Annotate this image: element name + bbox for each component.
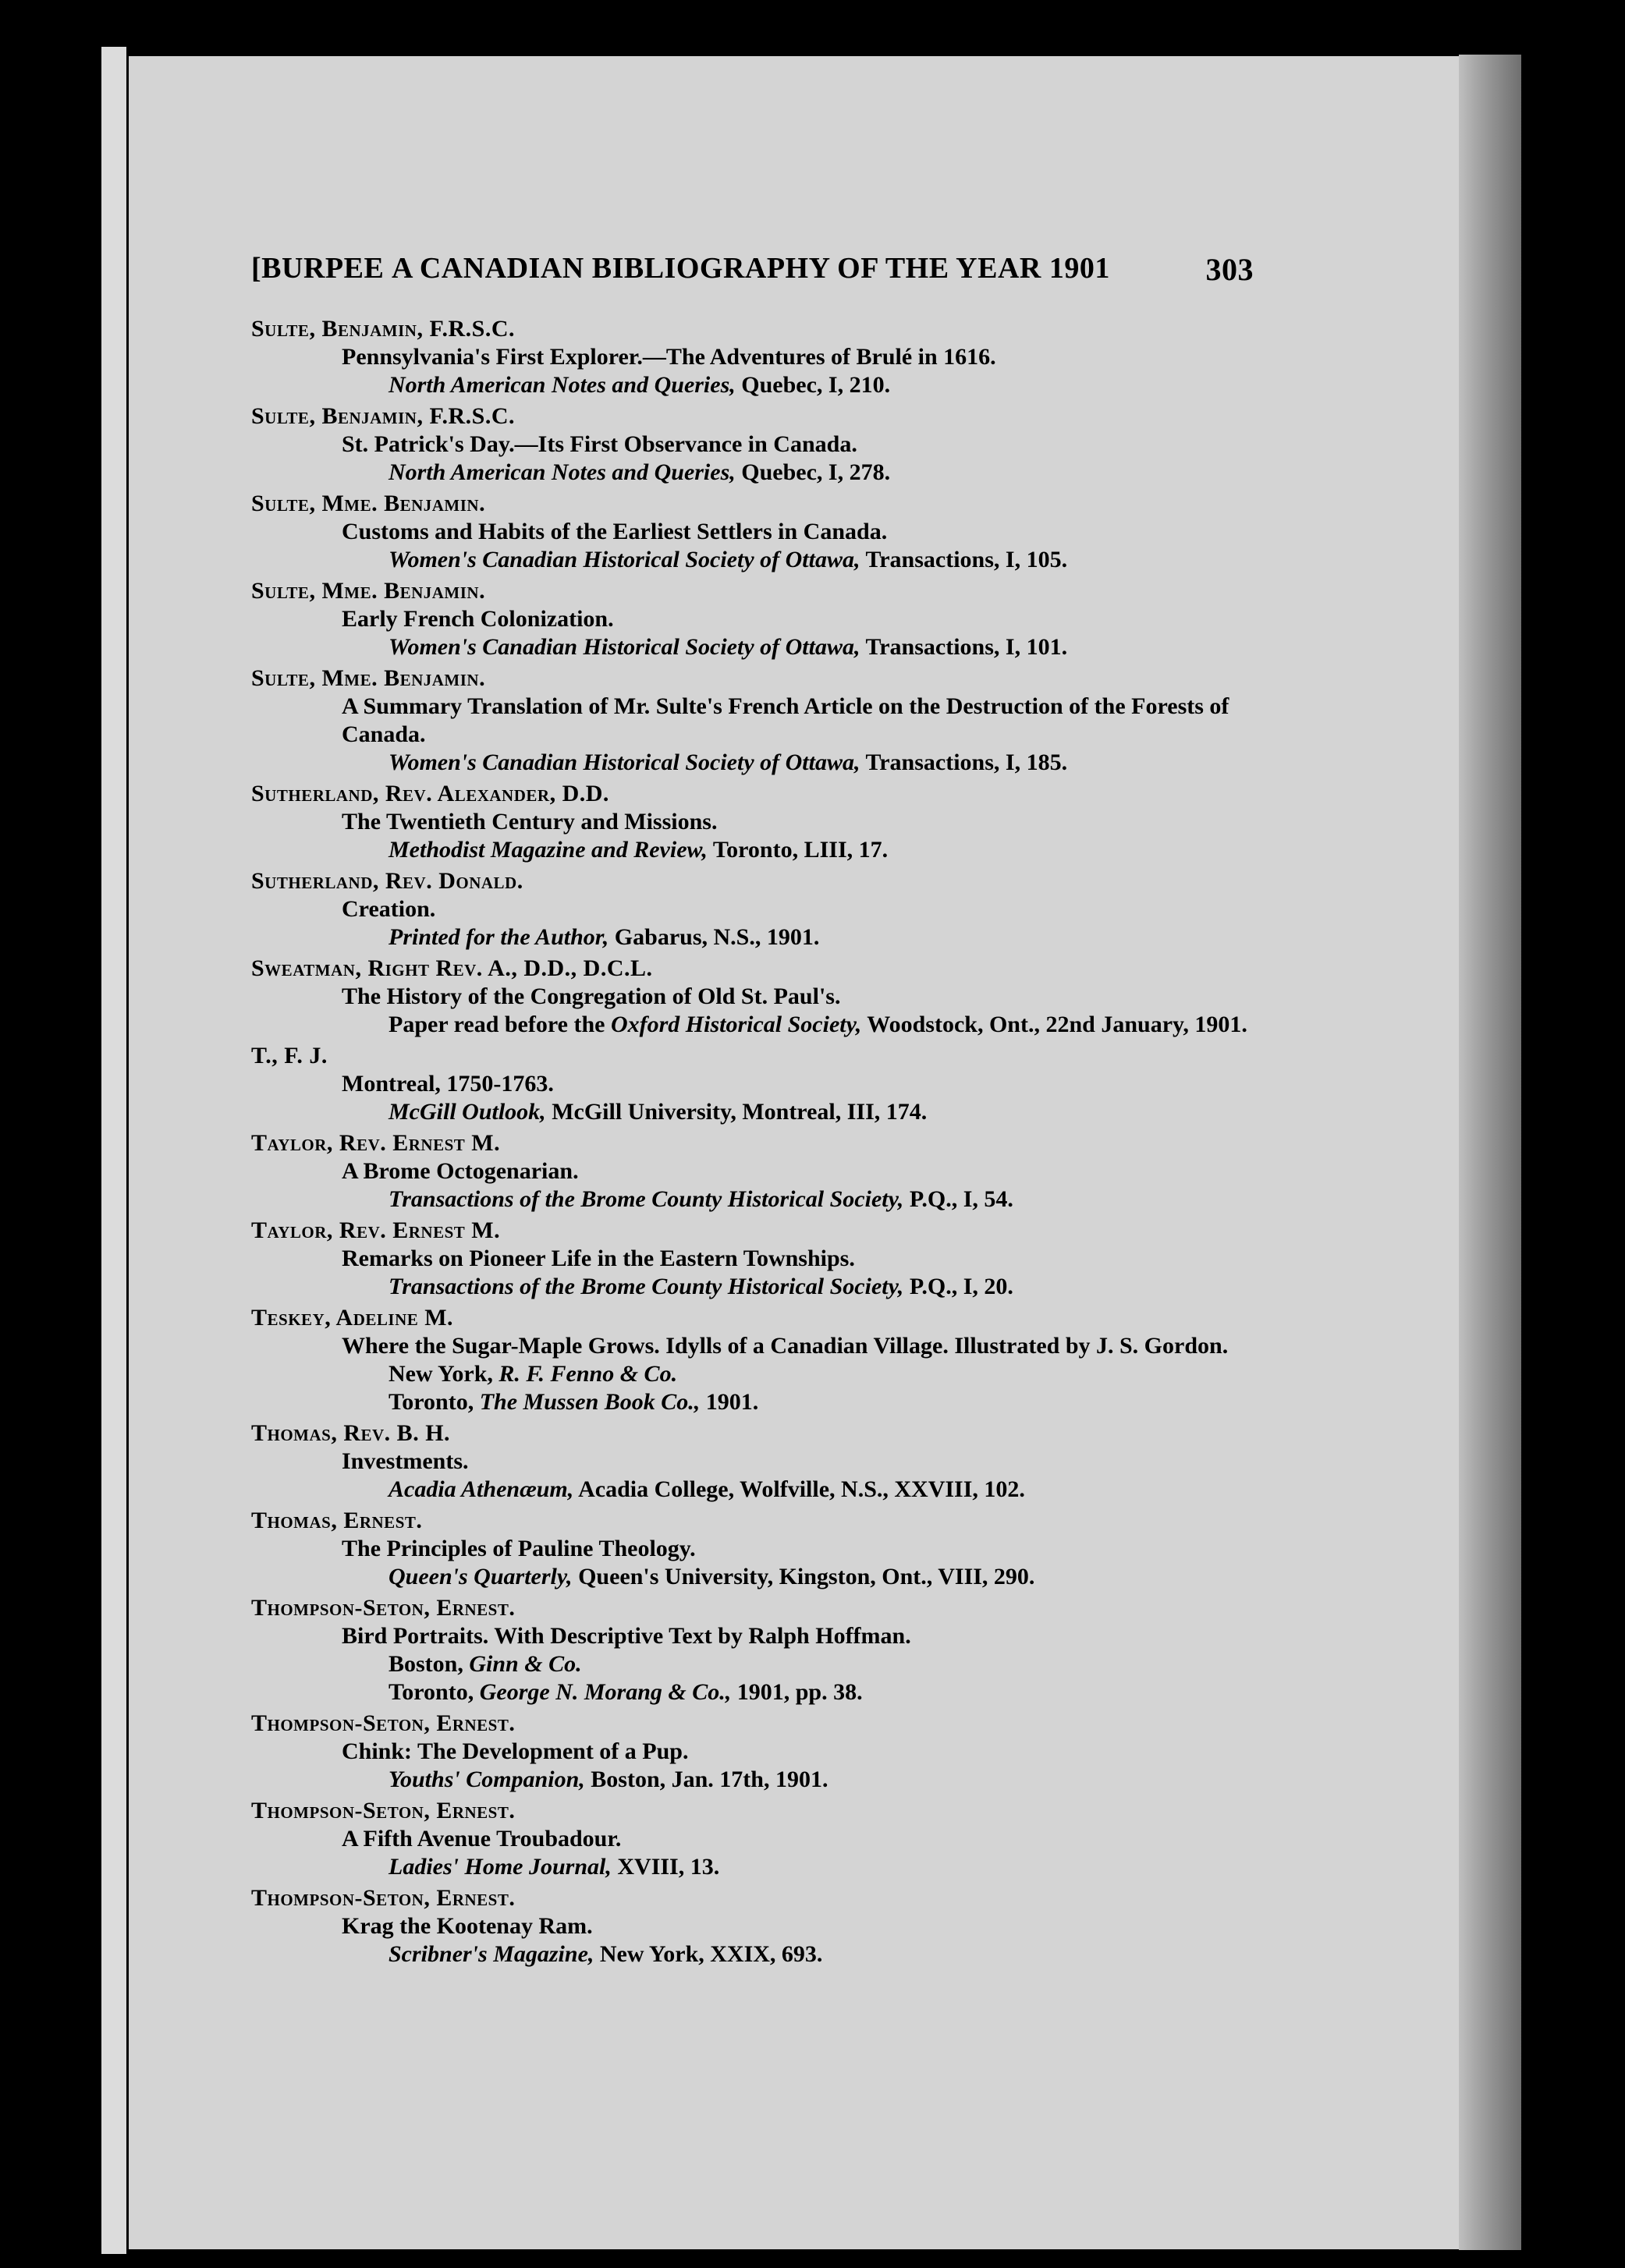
bibliography-entry: [251, 1419, 1254, 1504]
entry-title: Bird Portraits. With Descriptive Text by Ralph Hoffman.: [342, 1623, 911, 1649]
entry-title: The History of the Congregation of Old St. Paul's.: [342, 983, 841, 1009]
entry-author: Sulte, Mme. Benjamin.: [251, 665, 486, 691]
entry-title: Remarks on Pioneer Life in the Eastern Townships.: [342, 1246, 855, 1271]
source-detail: P.Q., I, 20.: [903, 1274, 1013, 1299]
bibliography-entry: [251, 1507, 1254, 1591]
source-name: R. F. Fenno & Co.: [498, 1361, 678, 1387]
source-detail: XVIII, 13.: [611, 1854, 720, 1880]
entry-author: Thomas, Rev. B. H.: [251, 1420, 451, 1446]
entry-source: [251, 1185, 1254, 1214]
entry-source: [251, 1766, 1254, 1794]
entry-title: Customs and Habits of the Earliest Settlers in Canada.: [342, 519, 888, 544]
source-name: North American Notes and Queries,: [389, 372, 736, 398]
entry-source: [251, 546, 1254, 574]
source-prefix: Toronto,: [389, 1679, 480, 1705]
entry-author: Thompson-Seton, Ernest.: [251, 1710, 516, 1736]
entry-title: Creation.: [342, 896, 436, 922]
entry-author: Sulte, Mme. Benjamin.: [251, 491, 486, 516]
source-name: Youths' Companion,: [389, 1767, 585, 1792]
source-name: Methodist Magazine and Review,: [389, 837, 708, 863]
source-prefix: Paper read before the: [389, 1012, 611, 1037]
source-name: Scribner's Magazine,: [389, 1941, 594, 1967]
bibliography-entry: [251, 780, 1254, 864]
source-detail: Transactions, I, 185.: [860, 750, 1068, 775]
entry-source: [251, 923, 1254, 951]
entry-source: [251, 1360, 1254, 1388]
source-name: Printed for the Author,: [389, 924, 609, 950]
entry-title: Early French Colonization.: [342, 606, 614, 632]
entry-title: A Summary Translation of Mr. Sulte's French Article on the Destruction of the Forests of Canada.: [342, 693, 1229, 747]
source-name: Women's Canadian Historical Society of Ottawa,: [389, 547, 860, 572]
entry-source: [251, 1388, 1254, 1416]
source-detail: Gabarus, N.S., 1901.: [608, 924, 820, 950]
bibliography-entry: [251, 1797, 1254, 1881]
source-detail: Toronto, LIII, 17.: [707, 837, 889, 863]
entry-author: Sulte, Benjamin, F.R.S.C.: [251, 316, 516, 342]
page-number: 303: [1205, 252, 1254, 287]
source-name: Acadia Athenæum,: [389, 1476, 574, 1502]
entry-title: St. Patrick's Day.—Its First Observance in Canada.: [342, 431, 857, 457]
entry-title: The Principles of Pauline Theology.: [342, 1536, 696, 1561]
source-detail: 1901.: [700, 1389, 759, 1415]
entry-title: A Fifth Avenue Troubadour.: [342, 1826, 622, 1852]
bibliography-entry: [251, 1217, 1254, 1301]
entry-source: [251, 1273, 1254, 1301]
entry-author: Thompson-Seton, Ernest.: [251, 1798, 516, 1823]
source-name: Queen's Quarterly,: [389, 1564, 573, 1589]
entry-author: Sweatman, Right Rev. A., D.D., D.C.L.: [251, 955, 653, 981]
source-detail: 1901, pp. 38.: [731, 1679, 863, 1705]
entry-title: A Brome Octogenarian.: [342, 1158, 579, 1184]
entry-author: T., F. J.: [251, 1043, 328, 1068]
entry-title: The Twentieth Century and Missions.: [342, 809, 718, 835]
source-name: Oxford Historical Society,: [610, 1012, 862, 1037]
source-name: The Mussen Book Co.,: [479, 1389, 701, 1415]
entry-source: [251, 749, 1254, 777]
source-detail: Transactions, I, 101.: [860, 634, 1068, 660]
entry-title: Krag the Kootenay Ram.: [342, 1913, 593, 1939]
source-detail: Quebec, I, 278.: [735, 459, 891, 485]
source-detail: McGill University, Montreal, III, 174.: [545, 1099, 928, 1125]
bibliography-entry: [251, 490, 1254, 574]
entry-author: Teskey, Adeline M.: [251, 1305, 454, 1331]
bibliography-entry: [251, 402, 1254, 487]
entry-source: [251, 371, 1254, 399]
entry-source: [251, 1940, 1254, 1969]
source-name: Ginn & Co.: [469, 1651, 582, 1677]
bibliography-entry: [251, 1129, 1254, 1214]
entry-author: Sutherland, Rev. Alexander, D.D.: [251, 781, 609, 806]
header-lead: [BURPEE: [251, 252, 385, 285]
bibliography-entry: [251, 315, 1254, 399]
page-edge-shadow: [1459, 55, 1521, 2250]
bibliography-entry: [251, 1884, 1254, 1969]
entry-title: Pennsylvania's First Explorer.—The Adventures of Brulé in 1616.: [342, 344, 996, 370]
source-name: North American Notes and Queries,: [389, 459, 736, 485]
entry-source: [251, 1650, 1254, 1678]
entry-author: Taylor, Rev. Ernest M.: [251, 1217, 501, 1243]
entry-author: Thompson-Seton, Ernest.: [251, 1595, 516, 1621]
entry-title: Chink: The Development of a Pup.: [342, 1738, 689, 1764]
source-prefix: Boston,: [389, 1651, 470, 1677]
source-name: McGill Outlook,: [389, 1099, 546, 1125]
source-name: Transactions of the Brome County Historical Society,: [389, 1186, 904, 1212]
bibliography-entry: [251, 664, 1254, 777]
bibliography-entries: [251, 315, 1254, 1972]
entry-title: Montreal, 1750-1763.: [342, 1071, 554, 1097]
source-prefix: New York,: [389, 1361, 499, 1387]
source-detail: Transactions, I, 105.: [860, 547, 1068, 572]
entry-author: Sutherland, Rev. Donald.: [251, 868, 523, 894]
entry-source: [251, 836, 1254, 864]
page-title: A CANADIAN BIBLIOGRAPHY OF THE YEAR 1901: [392, 252, 1110, 285]
source-detail: P.Q., I, 54.: [903, 1186, 1013, 1212]
entry-source: [251, 633, 1254, 661]
source-detail: Boston, Jan. 17th, 1901.: [584, 1767, 828, 1792]
bibliography-entry: [251, 1042, 1254, 1126]
entry-source: [251, 1098, 1254, 1126]
entry-author: Thompson-Seton, Ernest.: [251, 1885, 516, 1911]
source-detail: Quebec, I, 210.: [735, 372, 891, 398]
entry-author: Sulte, Benjamin, F.R.S.C.: [251, 403, 516, 429]
entry-author: Taylor, Rev. Ernest M.: [251, 1130, 501, 1156]
entry-title: Where the Sugar-Maple Grows. Idylls of a Canadian Village. Illustrated by J. S. Gordon.: [342, 1333, 1229, 1359]
entry-source: [251, 459, 1254, 487]
entry-author: Sulte, Mme. Benjamin.: [251, 578, 486, 604]
source-detail: Acadia College, Wolfville, N.S., XXVIII, 102.: [573, 1476, 1025, 1502]
entry-source: [251, 1563, 1254, 1591]
entry-source: [251, 1853, 1254, 1881]
entry-author: Thomas, Ernest.: [251, 1508, 423, 1533]
source-name: Women's Canadian Historical Society of Ottawa,: [389, 634, 860, 660]
bibliography-entry: [251, 1710, 1254, 1794]
source-name: George N. Morang & Co.,: [479, 1679, 732, 1705]
source-detail: New York, XXIX, 693.: [594, 1941, 823, 1967]
source-name: Women's Canadian Historical Society of Ottawa,: [389, 750, 860, 775]
left-page-edge: [101, 47, 126, 2254]
entry-source: [251, 1011, 1254, 1039]
source-detail: Woodstock, Ont., 22nd January, 1901.: [861, 1012, 1247, 1037]
source-name: Transactions of the Brome County Historical Society,: [389, 1274, 904, 1299]
bibliography-entry: [251, 955, 1254, 1039]
bibliography-entry: [251, 1304, 1254, 1416]
entry-source: [251, 1678, 1254, 1706]
source-prefix: Toronto,: [389, 1389, 480, 1415]
source-name: Ladies' Home Journal,: [389, 1854, 612, 1880]
bibliography-entry: [251, 867, 1254, 951]
bibliography-entry: [251, 577, 1254, 661]
entry-title: Investments.: [342, 1448, 469, 1474]
entry-source: [251, 1476, 1254, 1504]
running-header: [251, 251, 1254, 295]
source-detail: Queen's University, Kingston, Ont., VIII, 290.: [572, 1564, 1035, 1589]
bibliography-entry: [251, 1594, 1254, 1706]
